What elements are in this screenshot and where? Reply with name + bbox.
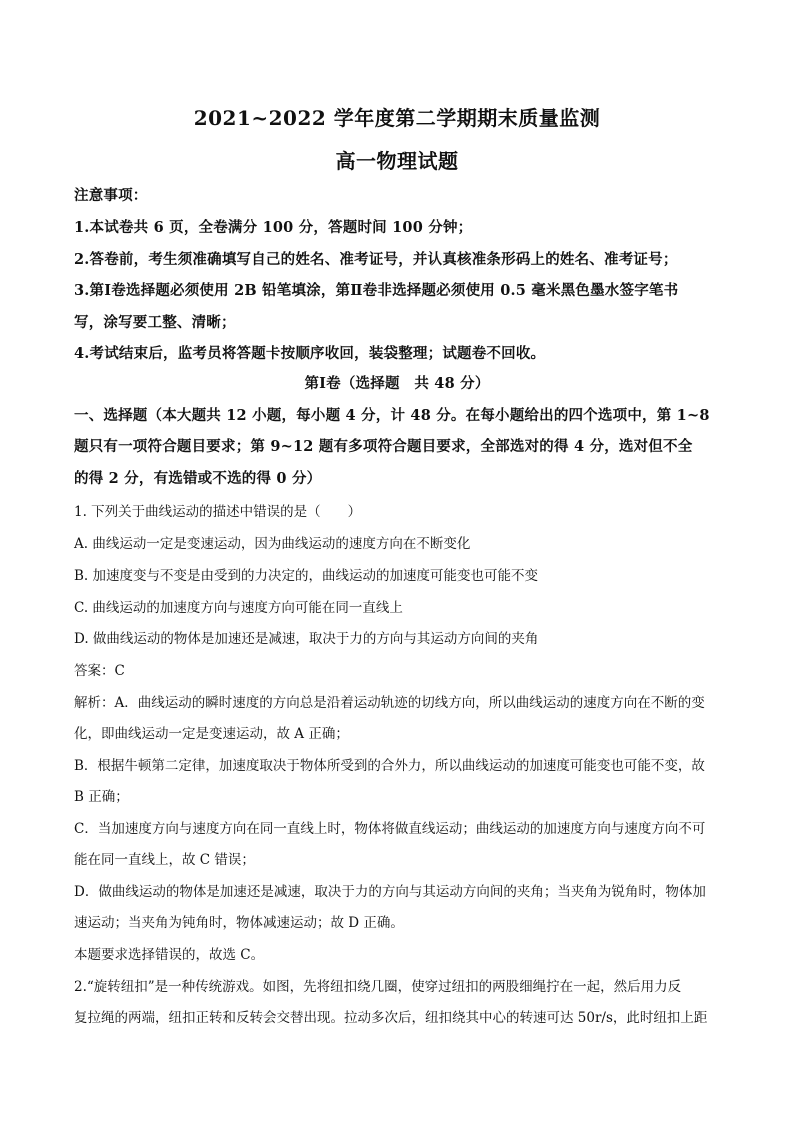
question-1-option-a: A. 曲线运动一定是变速运动，因为曲线运动的速度方向在不断变化 xyxy=(74,536,471,552)
note-item: 2.答卷前，考生须准确填写自己的姓名、准考证号，并认真核准条形码上的姓名、准考证号； xyxy=(74,251,678,268)
section-instruction: 的得 2 分，有选错或不选的得 0 分） xyxy=(74,470,322,487)
section-instruction: 题只有一项符合题目要求；第 9~12 题有多项符合题目要求，全部选对的得 4 分，选对但不全 xyxy=(74,438,693,455)
note-item: 写，涂写要工整、清晰； xyxy=(74,314,236,331)
section-title: 第Ⅰ卷（选择题 共 48 分） xyxy=(304,375,490,392)
note-item: 1.本试卷共 6 页，全卷满分 100 分，答题时间 100 分钟； xyxy=(74,219,473,236)
notes-heading: 注意事项： xyxy=(74,187,148,204)
question-1-conclusion: 本题要求选择错误的，故选 C。 xyxy=(74,947,265,963)
question-1-analysis-line: B．根据牛顿第二定律，加速度取决于物体所受到的合外力，所以曲线运动的加速度可能变也可能不变，故 xyxy=(74,758,705,774)
note-item: 3.第Ⅰ卷选择题必须使用 2B 铅笔填涂，第Ⅱ卷非选择题必须使用 0.5 毫米黑色墨水签字笔书 xyxy=(74,282,679,299)
question-1-stem: 1. 下列关于曲线运动的描述中错误的是（ ） xyxy=(74,504,362,520)
question-2-text-line: 复拉绳的两端，纽扣正转和反转会交替出现。拉动多次后，纽扣绕其中心的转速可达 50r/s，此时纽扣上距 xyxy=(74,1010,708,1026)
question-1-analysis-line: D．做曲线运动的物体是加速还是减速，取决于力的方向与其运动方向间的夹角；当夹角为锐角时，物体加 xyxy=(74,884,706,900)
question-1-analysis-line: 解析：A．曲线运动的瞬时速度的方向总是沿着运动轨迹的切线方向，所以曲线运动的速度方向在不断的变 xyxy=(74,695,705,711)
section-instruction: 一、选择题（本大题共 12 小题，每小题 4 分，计 48 分。在每小题给出的四个选项中，第 1~8 xyxy=(74,407,710,424)
question-1-option-c: C. 曲线运动的加速度方向与速度方向可能在同一直线上 xyxy=(74,600,403,616)
question-1-analysis-line: 速运动；当夹角为钝角时，物体减速运动；故 D 正确。 xyxy=(74,915,404,931)
question-1-analysis-line: B 正确； xyxy=(74,789,129,805)
exam-subtitle: 高一物理试题 xyxy=(335,149,459,173)
question-1-analysis-line: 能在同一直线上，故 C 错误； xyxy=(74,852,255,868)
note-item: 4.考试结束后，监考员将答题卡按顺序收回，装袋整理；试题卷不回收。 xyxy=(74,345,546,362)
question-1-option-d: D. 做曲线运动的物体是加速还是减速，取决于力的方向与其运动方向间的夹角 xyxy=(74,631,539,647)
question-1-analysis-line: 化，即曲线运动一定是变速运动，故 A 正确； xyxy=(74,726,349,742)
question-1-analysis-line: C．当加速度方向与速度方向在同一直线上时，物体将做直线运动；曲线运动的加速度方向与速度方向不可 xyxy=(74,821,706,837)
question-1-option-b: B. 加速度变与不变是由受到的力决定的，曲线运动的加速度可能变也可能不变 xyxy=(74,568,539,584)
question-2-text-line: 2.“旋转纽扣”是一种传统游戏。如图，先将纽扣绕几圈，使穿过纽扣的两股细绳拧在一起，然后用力反 xyxy=(74,979,682,995)
question-1-answer: 答案：C xyxy=(74,663,125,679)
exam-title: 2021~2022 学年度第二学期期末质量监测 xyxy=(193,106,601,130)
